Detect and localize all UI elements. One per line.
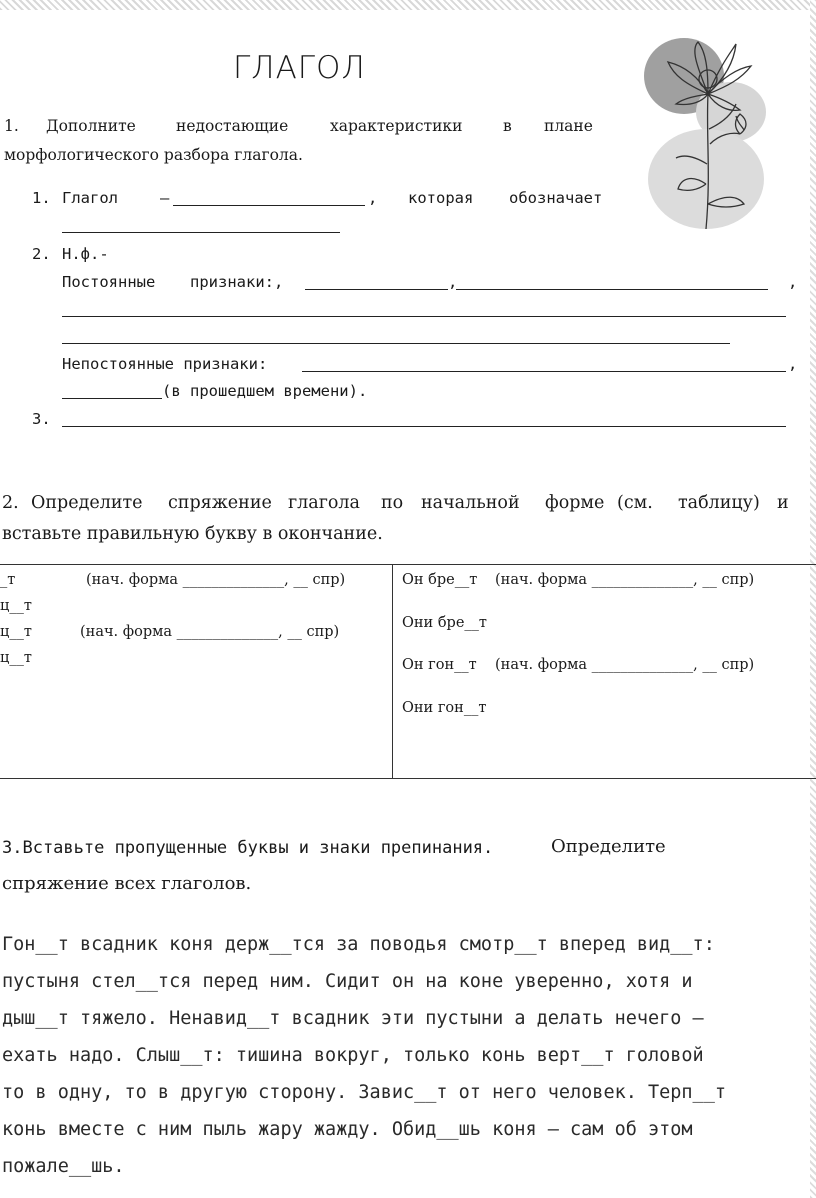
blank-line[interactable] bbox=[62, 232, 340, 233]
exercise-text-line: то в одну, то в другую сторону. Завис__т от него человек. Терп__т bbox=[2, 1082, 726, 1103]
task1-heading-word: Дополните bbox=[46, 117, 136, 135]
task2-heading-word: глагола bbox=[288, 493, 360, 513]
right-note: (нач. форма ______________, __ спр) bbox=[495, 572, 755, 588]
task1-heading-word: недостающие bbox=[176, 117, 289, 135]
right-note: (нач. форма ______________, __ спр) bbox=[495, 657, 755, 673]
blank-line[interactable] bbox=[305, 289, 448, 290]
task1-heading-num: 1. bbox=[4, 117, 19, 135]
task3-heading-part1: 3.Вставьте пропущенные буквы и знаки препинания. bbox=[2, 838, 494, 858]
comma: , bbox=[788, 355, 798, 373]
task2-heading-word: и bbox=[777, 493, 789, 513]
left-verb: ц__т bbox=[0, 598, 32, 614]
comma: , bbox=[788, 273, 798, 291]
blank-line[interactable] bbox=[456, 289, 768, 290]
task1-heading-word: в bbox=[503, 117, 512, 135]
blank-line[interactable] bbox=[62, 343, 730, 344]
blank-line[interactable] bbox=[62, 398, 162, 399]
left-note: (нач. форма ______________, __ спр) bbox=[80, 624, 340, 640]
exercise-text-line: конь вместе с ним пыль жару жажду. Обид__шь коня – сам об этом bbox=[2, 1119, 693, 1140]
exercise-text-line: Гон__т всадник коня держ__тся за поводья смотр__т вперед вид__т: bbox=[2, 934, 715, 955]
item3-number: 3. bbox=[32, 410, 51, 428]
nonpermanent-label: Непостоянные признаки: bbox=[62, 355, 268, 373]
item1-which: которая bbox=[408, 189, 474, 207]
item2-nf: Н.ф.- bbox=[62, 245, 109, 263]
right-verb: Они гон__т bbox=[402, 700, 487, 716]
right-verb: Он гон__т bbox=[402, 657, 477, 673]
task1-heading-word: плане bbox=[544, 117, 593, 135]
comma: , bbox=[448, 273, 458, 291]
task3-heading-line2: спряжение всех глаголов. bbox=[2, 873, 252, 894]
left-verb: _т bbox=[0, 572, 16, 588]
task2-heading-word: спряжение bbox=[168, 493, 272, 513]
task2-heading-word: форме bbox=[545, 493, 605, 513]
left-note: (нач. форма ______________, __ спр) bbox=[86, 572, 346, 588]
table-column-divider bbox=[392, 564, 393, 779]
table-top-border bbox=[0, 564, 816, 565]
past-note: (в прошедшем времени). bbox=[162, 382, 368, 400]
right-verb: Он бре__т bbox=[402, 572, 478, 588]
task3-heading-part2: Определите bbox=[551, 836, 666, 857]
left-verb: ц__т bbox=[0, 650, 32, 666]
blank-line[interactable] bbox=[62, 426, 786, 427]
permanent-label: Постоянные bbox=[62, 273, 156, 291]
table-bottom-border bbox=[0, 778, 816, 779]
task2-heading-word: (см. bbox=[617, 493, 653, 513]
exercise-text-line: ехать надо. Слыш__т: тишина вокруг, только конь верт__т головой bbox=[2, 1045, 704, 1066]
item1-number: 1. bbox=[32, 189, 51, 207]
task2-heading-word: 2. bbox=[2, 493, 19, 513]
task2-heading-word: начальной bbox=[421, 493, 520, 513]
right-verb: Они бре__т bbox=[402, 615, 487, 631]
exercise-text-line: пожале__шь. bbox=[2, 1156, 125, 1177]
flower-illustration bbox=[636, 34, 786, 234]
blank-line[interactable] bbox=[62, 316, 786, 317]
task2-heading-line2: вставьте правильную букву в окончание. bbox=[2, 524, 383, 544]
task1-heading-word: характеристики bbox=[330, 117, 463, 135]
task2-heading-word: таблицу) bbox=[678, 493, 760, 513]
blank-line[interactable] bbox=[302, 371, 786, 372]
left-verb: ц__т bbox=[0, 624, 32, 640]
item1-label: Глагол bbox=[62, 189, 118, 207]
exercise-text-line: дыш__т тяжело. Ненавид__т всадник эти пустыни а делать нечего – bbox=[2, 1008, 704, 1029]
decorative-border-top bbox=[0, 0, 816, 10]
task1-heading-line2: морфологического разбора глагола. bbox=[4, 146, 303, 164]
item2-number: 2. bbox=[32, 245, 51, 263]
page-title: ГЛАГОЛ bbox=[233, 50, 366, 86]
item1-dash: – bbox=[160, 189, 170, 207]
permanent-label2: признаки:, bbox=[190, 273, 284, 291]
decorative-border-right bbox=[810, 0, 816, 1198]
blank-line[interactable] bbox=[173, 205, 365, 206]
exercise-text-line: пустыня стел__тся перед ним. Сидит он на коне уверенно, хотя и bbox=[2, 971, 693, 992]
item1-denotes: обозначает bbox=[509, 189, 603, 207]
task2-heading-word: по bbox=[381, 493, 404, 513]
task2-heading-word: Определите bbox=[31, 493, 143, 513]
item1-comma: , bbox=[368, 189, 378, 207]
